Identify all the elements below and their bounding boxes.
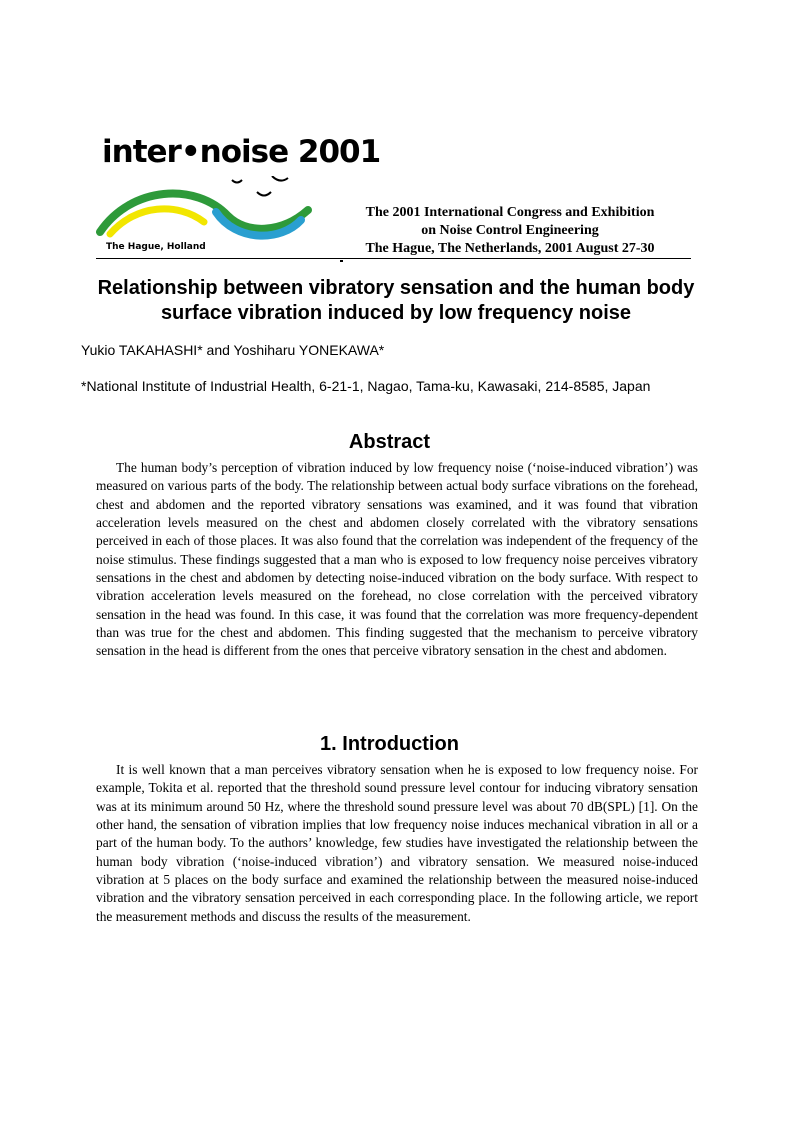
paper-title: Relationship between vibratory sensation and the human body surface vibration induced by low frequency noise [97,277,695,324]
conference-line-3: The Hague, The Netherlands, 2001 August 27-30 [365,241,655,256]
conference-header [340,204,680,258]
paper-authors: Yukio TAKAHASHI* and Yoshiharu YONEKAWA* [81,342,385,358]
conference-line-2: on Noise Control Engineering [421,223,599,238]
logo-smile-mark [257,192,271,196]
header-rule [96,258,691,259]
header-rule-mark [340,260,343,262]
conference-line-1: The 2001 International Congress and Exhibition [365,205,655,220]
introduction-heading: 1. Introduction [320,733,459,755]
logo-smile-mark [232,180,242,183]
logo-caption: The Hague, Holland [106,242,206,252]
logo-green-wave [100,194,308,232]
paper-affiliation: *National Institute of Industrial Health, 6-21-1, Nagao, Tama-ku, Kawasaki, 214-8585, Japan [81,378,651,394]
conference-logo [96,132,381,258]
logo-smile-mark [272,176,288,181]
abstract-heading: Abstract [348,431,431,453]
logo-title: inter•noise 2001 [102,134,381,170]
logo-waves-graphic [96,176,326,246]
introduction-text: It is well known that a man perceives vibratory sensation when he is exposed to low frequency noise. For example, Tokita et al. reported that the threshold sound pressure level contour for inducing vibratory sensation was at its minimum around 50 Hz, where the threshold sound pressure level was about 70 dB(SPL) [1]. On the other hand, the sensation of vibration implies that low frequency noise induces mechanical vibration in all or a part of the human body. To the authors’ knowledge, few studies have investigated the relationship between the human body vibration (‘noise-induced vibration’) and vibratory sensation. We measured noise-induced vibration at 5 places on the body surface and examined the relationship between the measured noise-induced vibration and the vibratory sensation perceived in each corresponding place. In the following article, we report the measurement methods and discuss the results of the measurement. [96,762,698,924]
abstract-text: The human body’s perception of vibration induced by low frequency noise (‘noise-induced vibration’) was measured on various parts of the body. The relationship between actual body surface vibrations on the forehead, chest and abdomen and the reported vibratory sensations was examined, and it was found that vibration acceleration levels measured on the chest and abdomen closely correlated with the vibratory sensations perceived in each of those places. It was also found that the correlation was independent of the frequency of the noise stimulus. These findings suggested that a man who is exposed to low frequency noise perceives vibratory sensations in the chest and abdomen by detecting noise-induced vibration on the body surface. With respect to vibration acceleration levels measured on the forehead, no close correlation with the perceived vibratory sensation in the head was found. In this case, it was found that the correlation was more frequency-dependent than was true for the chest and abdomen. This finding suggested that the mechanism to perceive vibratory sensation in the head is different from the ones that perceive vibratory sensation in the chest and abdomen. [96,460,698,659]
